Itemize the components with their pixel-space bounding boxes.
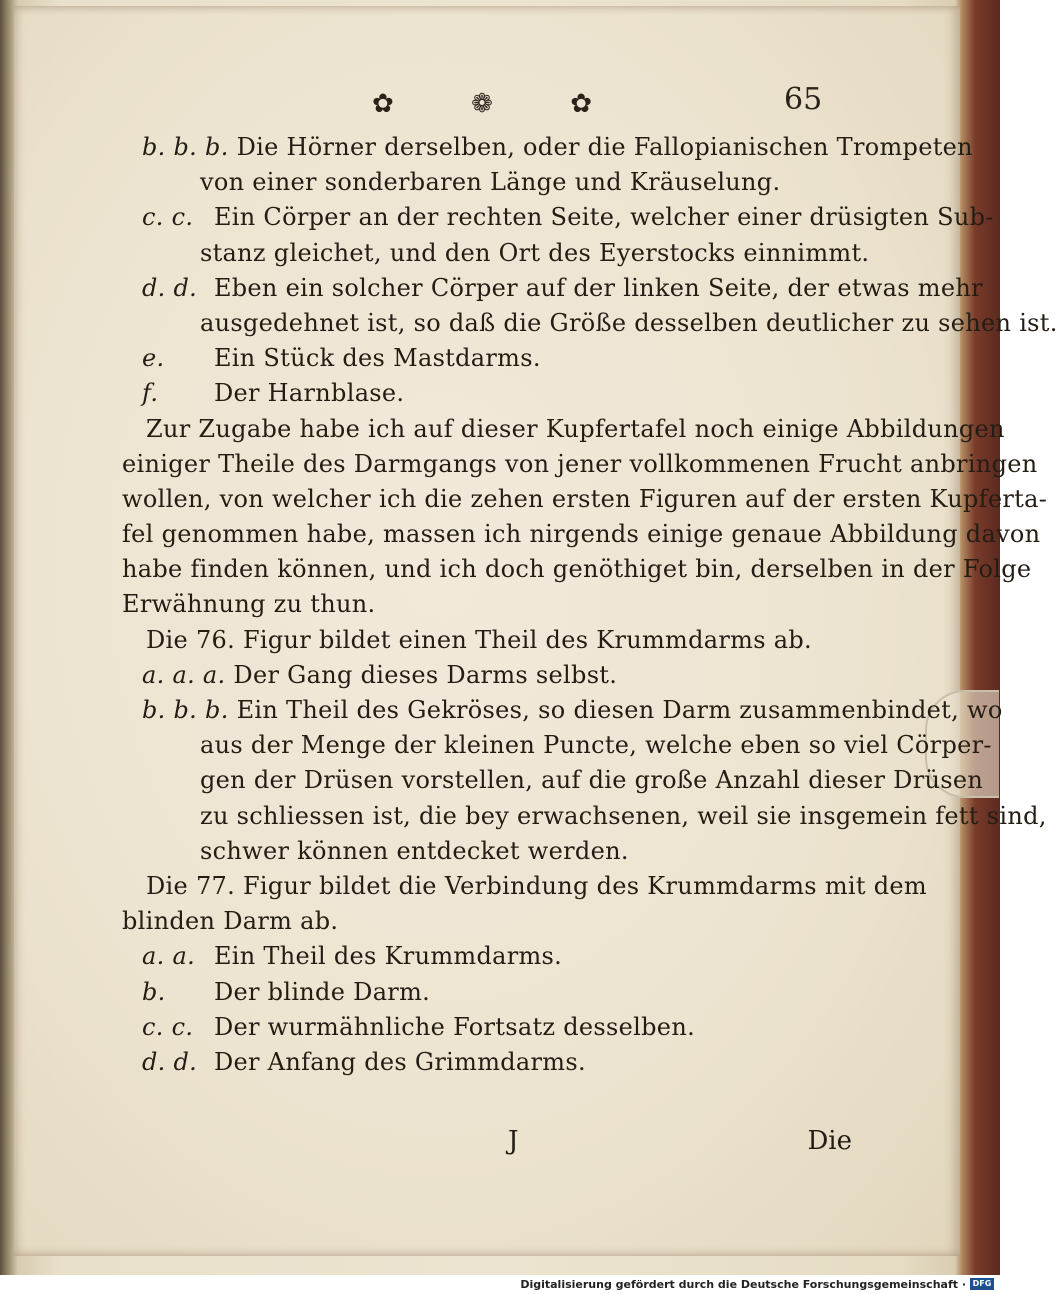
body-text [122,130,1058,1080]
text-line [122,975,852,1010]
text-line [122,693,1003,728]
catchword-row [122,1126,852,1166]
line-text: wollen, von welcher ich die zehen ersten Figuren auf der ersten Kupferta- [122,484,1048,513]
line-text: fel genommen habe, massen ich nirgends einige genaue Abbildung davon [122,520,1041,549]
line-text: stanz gleichet, und den Ort des Eyerstocks einnimmt. [200,238,870,267]
item-label: b. [142,977,166,1006]
text-line [122,165,852,200]
line-text: Die 76. Figur bildet einen Theil des Krummdarms ab. [146,625,812,654]
page-number: 65 [784,82,823,117]
text-line [122,376,852,411]
line-text: Ein Cörper an der rechten Seite, welcher einer drüsigten Sub- [213,203,994,232]
text-line [122,200,994,235]
ornament-center-icon: ❁ [471,89,493,119]
text-line [122,236,870,271]
text-line [122,869,927,904]
ornament-left-icon: ✿ [372,89,394,119]
signature-mark: J [508,1126,519,1156]
item-label: f. [142,379,159,408]
text-line [122,1010,852,1045]
text-line [122,799,1047,834]
funding-credit: Digitalisierung gefördert durch die Deutsche Forschungsgemeinschaft · [520,1278,966,1291]
line-text: Die 77. Figur bildet die Verbindung des Krummdarms mit dem [146,871,927,900]
item-label: c. c. [142,203,194,232]
item-label: b. b. b. [142,133,229,161]
text-line [122,834,852,869]
text-line [122,587,852,622]
item-label: b. b. b. [142,696,229,724]
text-line [122,517,1041,552]
catchword: Die [807,1126,852,1156]
line-text: blinden Darm ab. [122,907,339,936]
text-line [122,341,852,376]
item-label: e. [142,344,165,373]
line-text: Der Harnblase. [213,379,405,408]
text-line [122,447,1038,482]
text-line [122,939,852,974]
line-text: zu schliessen ist, die bey erwachsenen, weil sie insgemein fett sind, [200,801,1047,830]
item-label: d. d. [142,1047,198,1076]
line-text: Ein Theil des Gekröses, so diesen Darm zusammenbindet, wo [236,696,1003,724]
line-text: habe finden können, und ich doch genöthiget bin, derselben in der Folge [122,555,1032,584]
line-text: schwer können entdecket werden. [200,836,629,865]
item-label: a. a. [142,942,196,971]
text-line [122,412,1005,447]
line-text: Ein Stück des Mastdarms. [213,344,541,373]
line-text: Der Anfang des Grimmdarms. [213,1047,586,1076]
line-text: Die Hörner derselben, oder die Fallopianischen Trompeten [236,133,973,161]
line-text: Eben ein solcher Cörper auf der linken Seite, der etwas mehr [213,273,983,302]
text-line [122,552,1032,587]
line-text: Der wurmähnliche Fortsatz desselben. [213,1012,695,1041]
ornament-right-icon: ✿ [570,89,592,119]
item-label: c. c. [142,1012,194,1041]
text-line [122,130,973,165]
line-text: ausgedehnet ist, so daß die Größe desselben deutlicher zu sehen ist. [200,308,1058,337]
line-text: Ein Theil des Krummdarms. [213,942,563,971]
text-line [122,1045,852,1080]
line-text: aus der Menge der kleinen Puncte, welche eben so viel Cörper- [200,731,992,760]
item-label: d. d. [142,273,198,302]
line-text: Erwähnung zu thun. [122,590,376,619]
text-line [122,658,852,693]
header-ornament [372,86,592,122]
line-text: gen der Drüsen vorstellen, auf die große Anzahl dieser Drüsen [200,766,984,795]
text-line [122,623,852,658]
footer-bar [0,1275,1000,1294]
line-text: einiger Theile des Darmgangs von jener vollkommenen Frucht anbringen [122,449,1038,478]
text-line [122,306,1058,341]
text-line [122,271,983,306]
line-text: Der blinde Darm. [213,977,431,1006]
line-text: Der Gang dieses Darms selbst. [233,660,618,689]
line-text: von einer sonderbaren Länge und Kräuselung. [200,168,781,197]
text-line [122,482,1048,517]
item-label: a. a. a. [142,660,226,689]
dfg-logo: DFG [970,1278,994,1290]
line-text: Zur Zugabe habe ich auf dieser Kupfertafel noch einige Abbildungen [146,414,1005,443]
text-line [122,904,852,939]
text-line [122,763,984,798]
text-line [122,728,992,763]
